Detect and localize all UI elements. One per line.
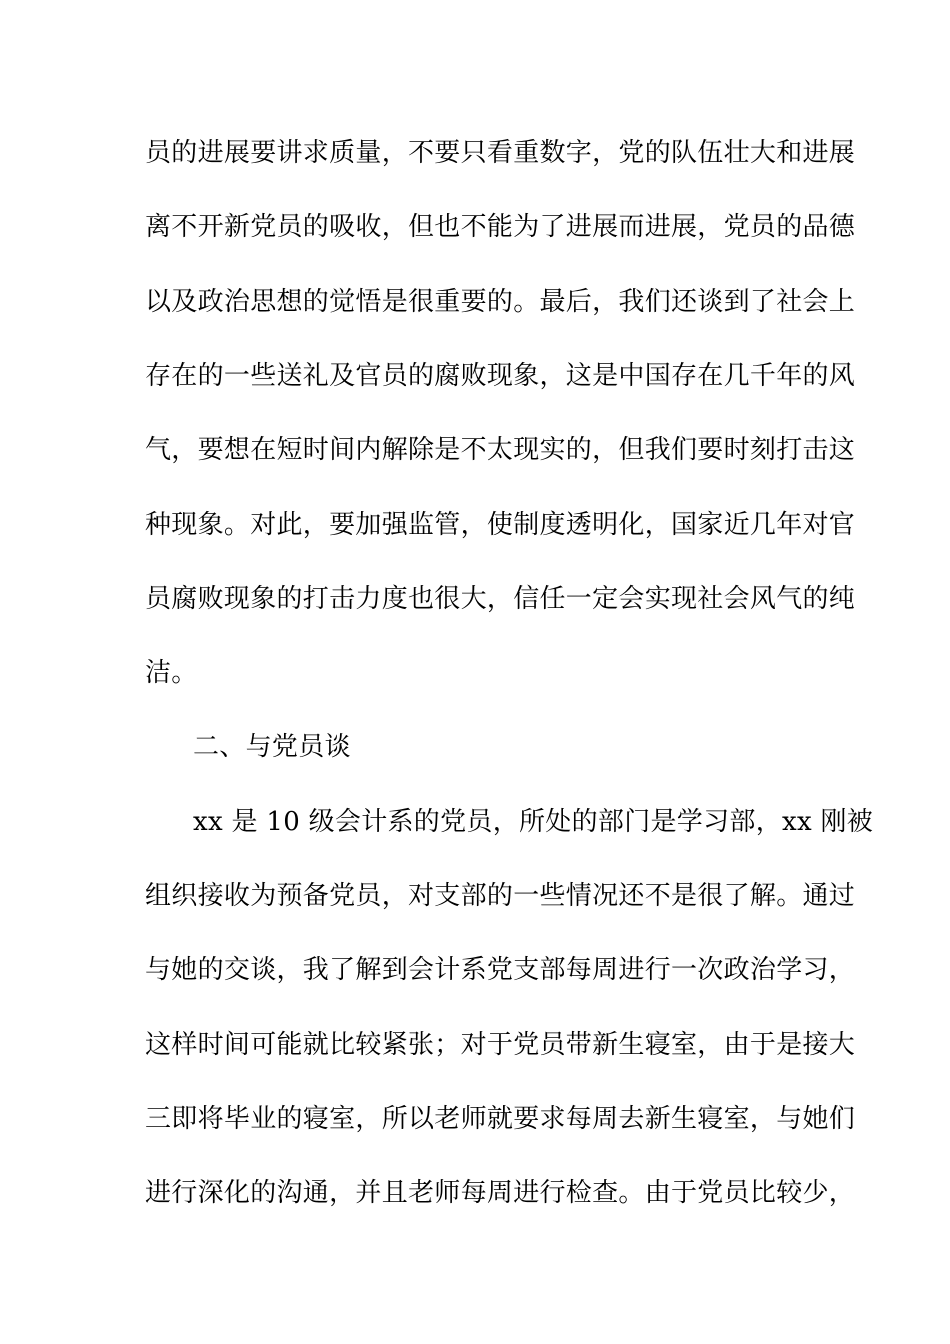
text-line: 员的进展要讲求质量，不要只看重数字，党的队伍壮大和进展: [145, 138, 856, 168]
text-line: 气，要想在短时间内解除是不太现实的，但我们要时刻打击这: [145, 435, 856, 465]
text-line: 洁。: [145, 658, 198, 688]
text-line: 进行深化的沟通，并且老师每周进行检查。由于党员比较少，: [145, 1178, 856, 1208]
text-line: 三即将毕业的寝室，所以老师就要求每周去新生寝室，与她们: [145, 1104, 856, 1134]
text-line: 离不开新党员的吸收，但也不能为了进展而进展，党员的品德: [145, 212, 856, 242]
text-line: 存在的一些送礼及官员的腐败现象，这是中国存在几千年的风: [145, 361, 856, 391]
section-heading: 二、与党员谈: [193, 732, 351, 762]
text-line: xx 是 10 级会计系的党员，所处的部门是学习部，xx 刚被: [193, 807, 874, 837]
text-line: 员腐败现象的打击力度也很大，信任一定会实现社会风气的纯: [145, 584, 856, 614]
text-line: 这样时间可能就比较紧张；对于党员带新生寝室，由于是接大: [145, 1030, 856, 1060]
text-line: 组织接收为预备党员，对支部的一些情况还不是很了解。通过: [145, 881, 856, 911]
text-line: 与她的交谈，我了解到会计系党支部每周进行一次政治学习，: [145, 955, 856, 985]
text-line: 种现象。对此，要加强监管，使制度透明化，国家近几年对官: [145, 510, 856, 540]
text-line: 以及政治思想的觉悟是很重要的。最后，我们还谈到了社会上: [145, 287, 856, 317]
